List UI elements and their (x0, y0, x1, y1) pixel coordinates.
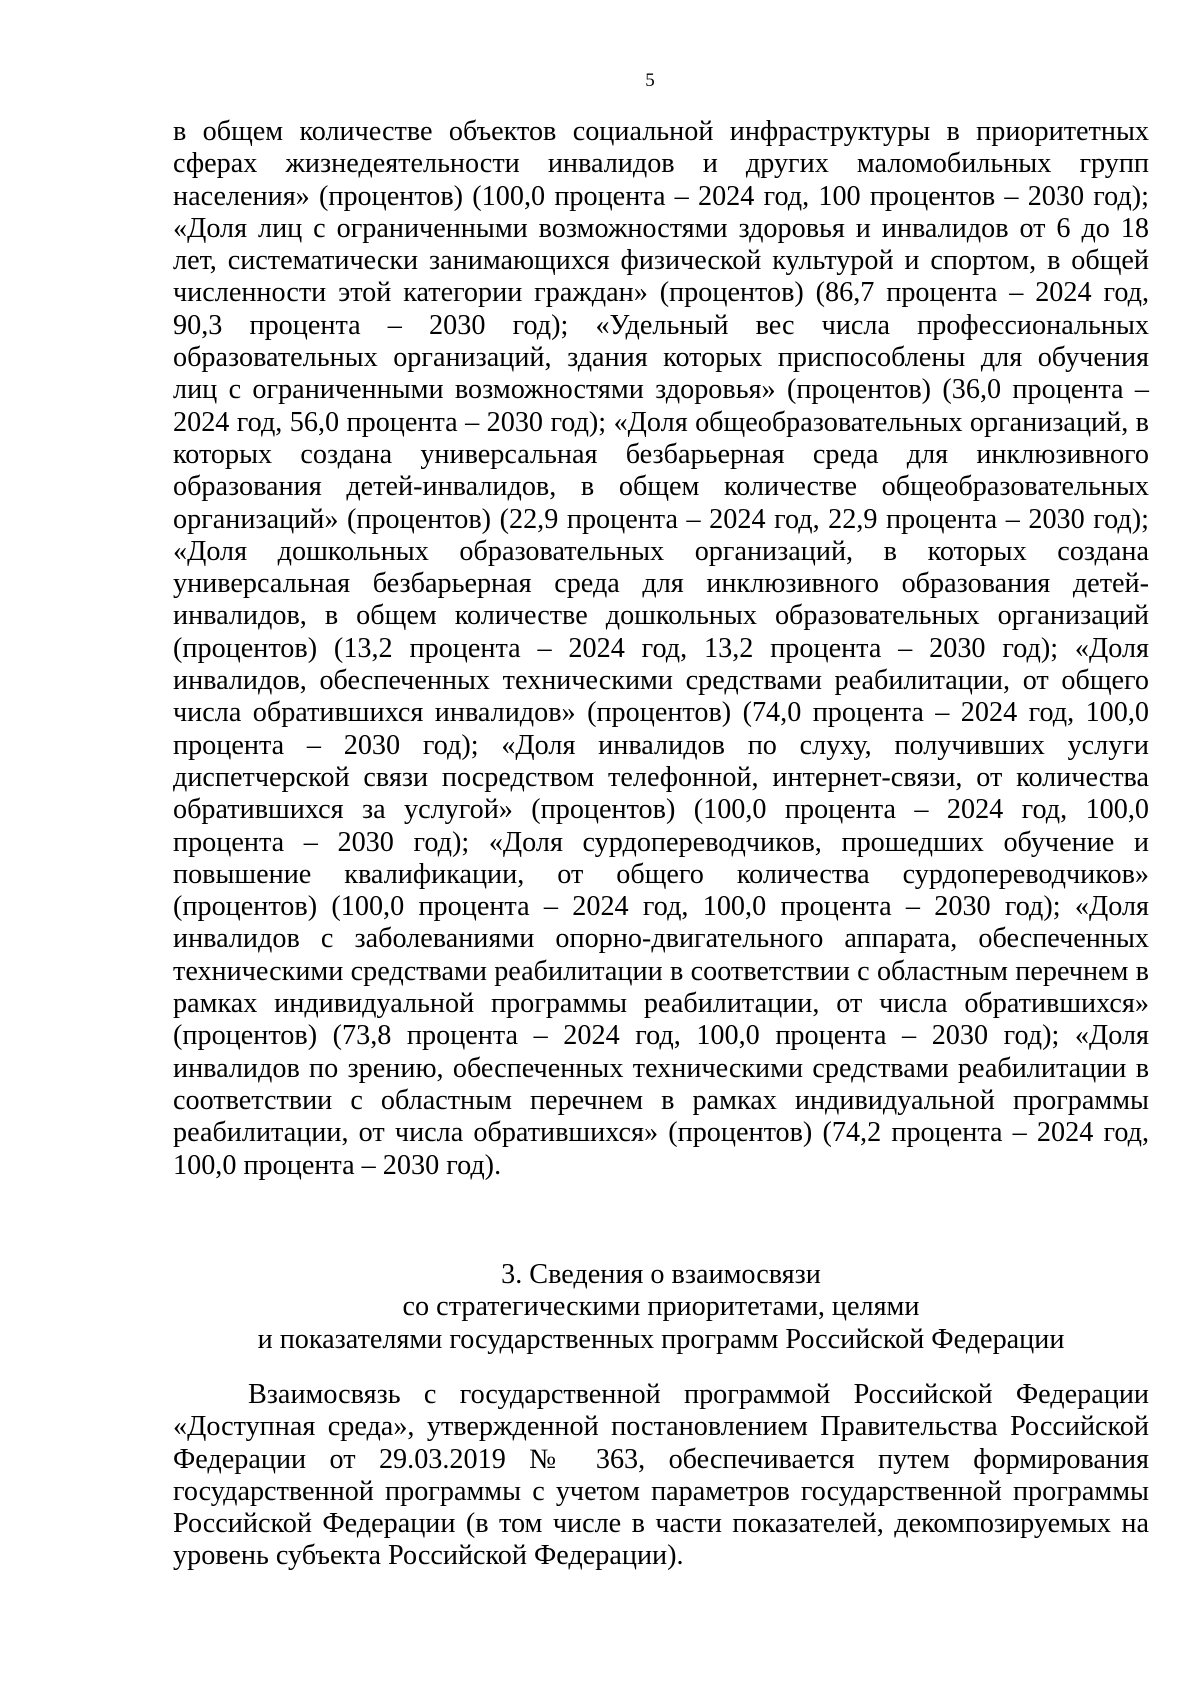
section-heading-line-1: 3. Сведения о взаимосвязи (501, 1259, 821, 1290)
page-number: 5 (645, 70, 655, 91)
continuation-paragraph-block (173, 116, 1149, 1182)
section-heading (173, 1259, 1149, 1356)
continuation-paragraph: в общем количестве объектов социальной инфраструктуры в приоритетных сферах жизнедеятельности инвалидов и других маломобильных групп населения» (процентов) (100,0 процента – 2024 год, 100 процентов – 2030 год); «Доля лиц с ограниченными возможностями здоровья и инвалидов от 6 до 18 лет, систематически занимающихся физической культурой и спортом, в общей численности этой категории граждан» (процентов) (86,7 процента – 2024 год, 90,3 процента – 2030 год); «Удельный вес числа профессиональных образовательных организаций, здания которых приспособлены для обучения лиц с ограниченными возможностями здоровья» (процентов) (36,0 процента – 2024 год, 56,0 процента – 2030 год); «Доля общеобразовательных организаций, в которых создана универсальная безбарьерная среда для инклюзивного образования детей-инвалидов, в общем количестве общеобразовательных организаций» (процентов) (22,9 процента – 2024 год, 22,9 процента – 2030 год); «Доля дошкольных образовательных организаций, в которых создана универсальная безбарьерная среда для инклюзивного образования детей-инвалидов, в общем количестве дошкольных образовательных организаций (процентов) (13,2 процента – 2024 год, 13,2 процента – 2030 год); «Доля инвалидов, обеспеченных техническими средствами реабилитации, от общего числа обратившихся инвалидов» (процентов) (74,0 процента – 2024 год, 100,0 процента – 2030 год); «Доля инвалидов по слуху, получивших услуги диспетчерской связи посредством телефонной, интернет-связи, от количества обратившихся за услугой» (процентов) (100,0 процента – 2024 год, 100,0 процента – 2030 год); «Доля сурдопереводчиков, прошедших обучение и повышение квалификации, от общего количества сурдопереводчиков» (процентов) (100,0 процента – 2024 год, 100,0 процента – 2030 год); «Доля инвалидов с заболеваниями опорно-двигательного аппарата, обеспеченных техническими средствами реабилитации в соответствии с областным перечнем в рамках индивидуальной программы реабилитации, от числа обратившихся» (процентов) (73,8 процента – 2024 год, 100,0 процента – 2030 год); «Доля инвалидов по зрению, обеспеченных техническими средствами реабилитации в соответствии с областным перечнем в рамках индивидуальной программы реабилитации, от числа обратившихся» (процентов) (74,2 процента – 2024 год, 100,0 процента – 2030 год). (173, 116, 1149, 1181)
section-paragraph: Взаимосвязь с государственной программой Российской Федерации «Доступная среда», утвержденной постановлением Правительства Российской Федерации от 29.03.2019 № 363, обеспечивается путем формирования государственной программы с учетом параметров государственной программы Российской Федерации (в том числе в части показателей, декомпозируемых на уровень субъекта Российской Федерации). (173, 1379, 1149, 1572)
section-heading-line-2: со стратегическими приоритетами, целями (402, 1291, 920, 1323)
section-heading-line-3: и показателями государственных программ Российской Федерации (257, 1323, 1065, 1355)
